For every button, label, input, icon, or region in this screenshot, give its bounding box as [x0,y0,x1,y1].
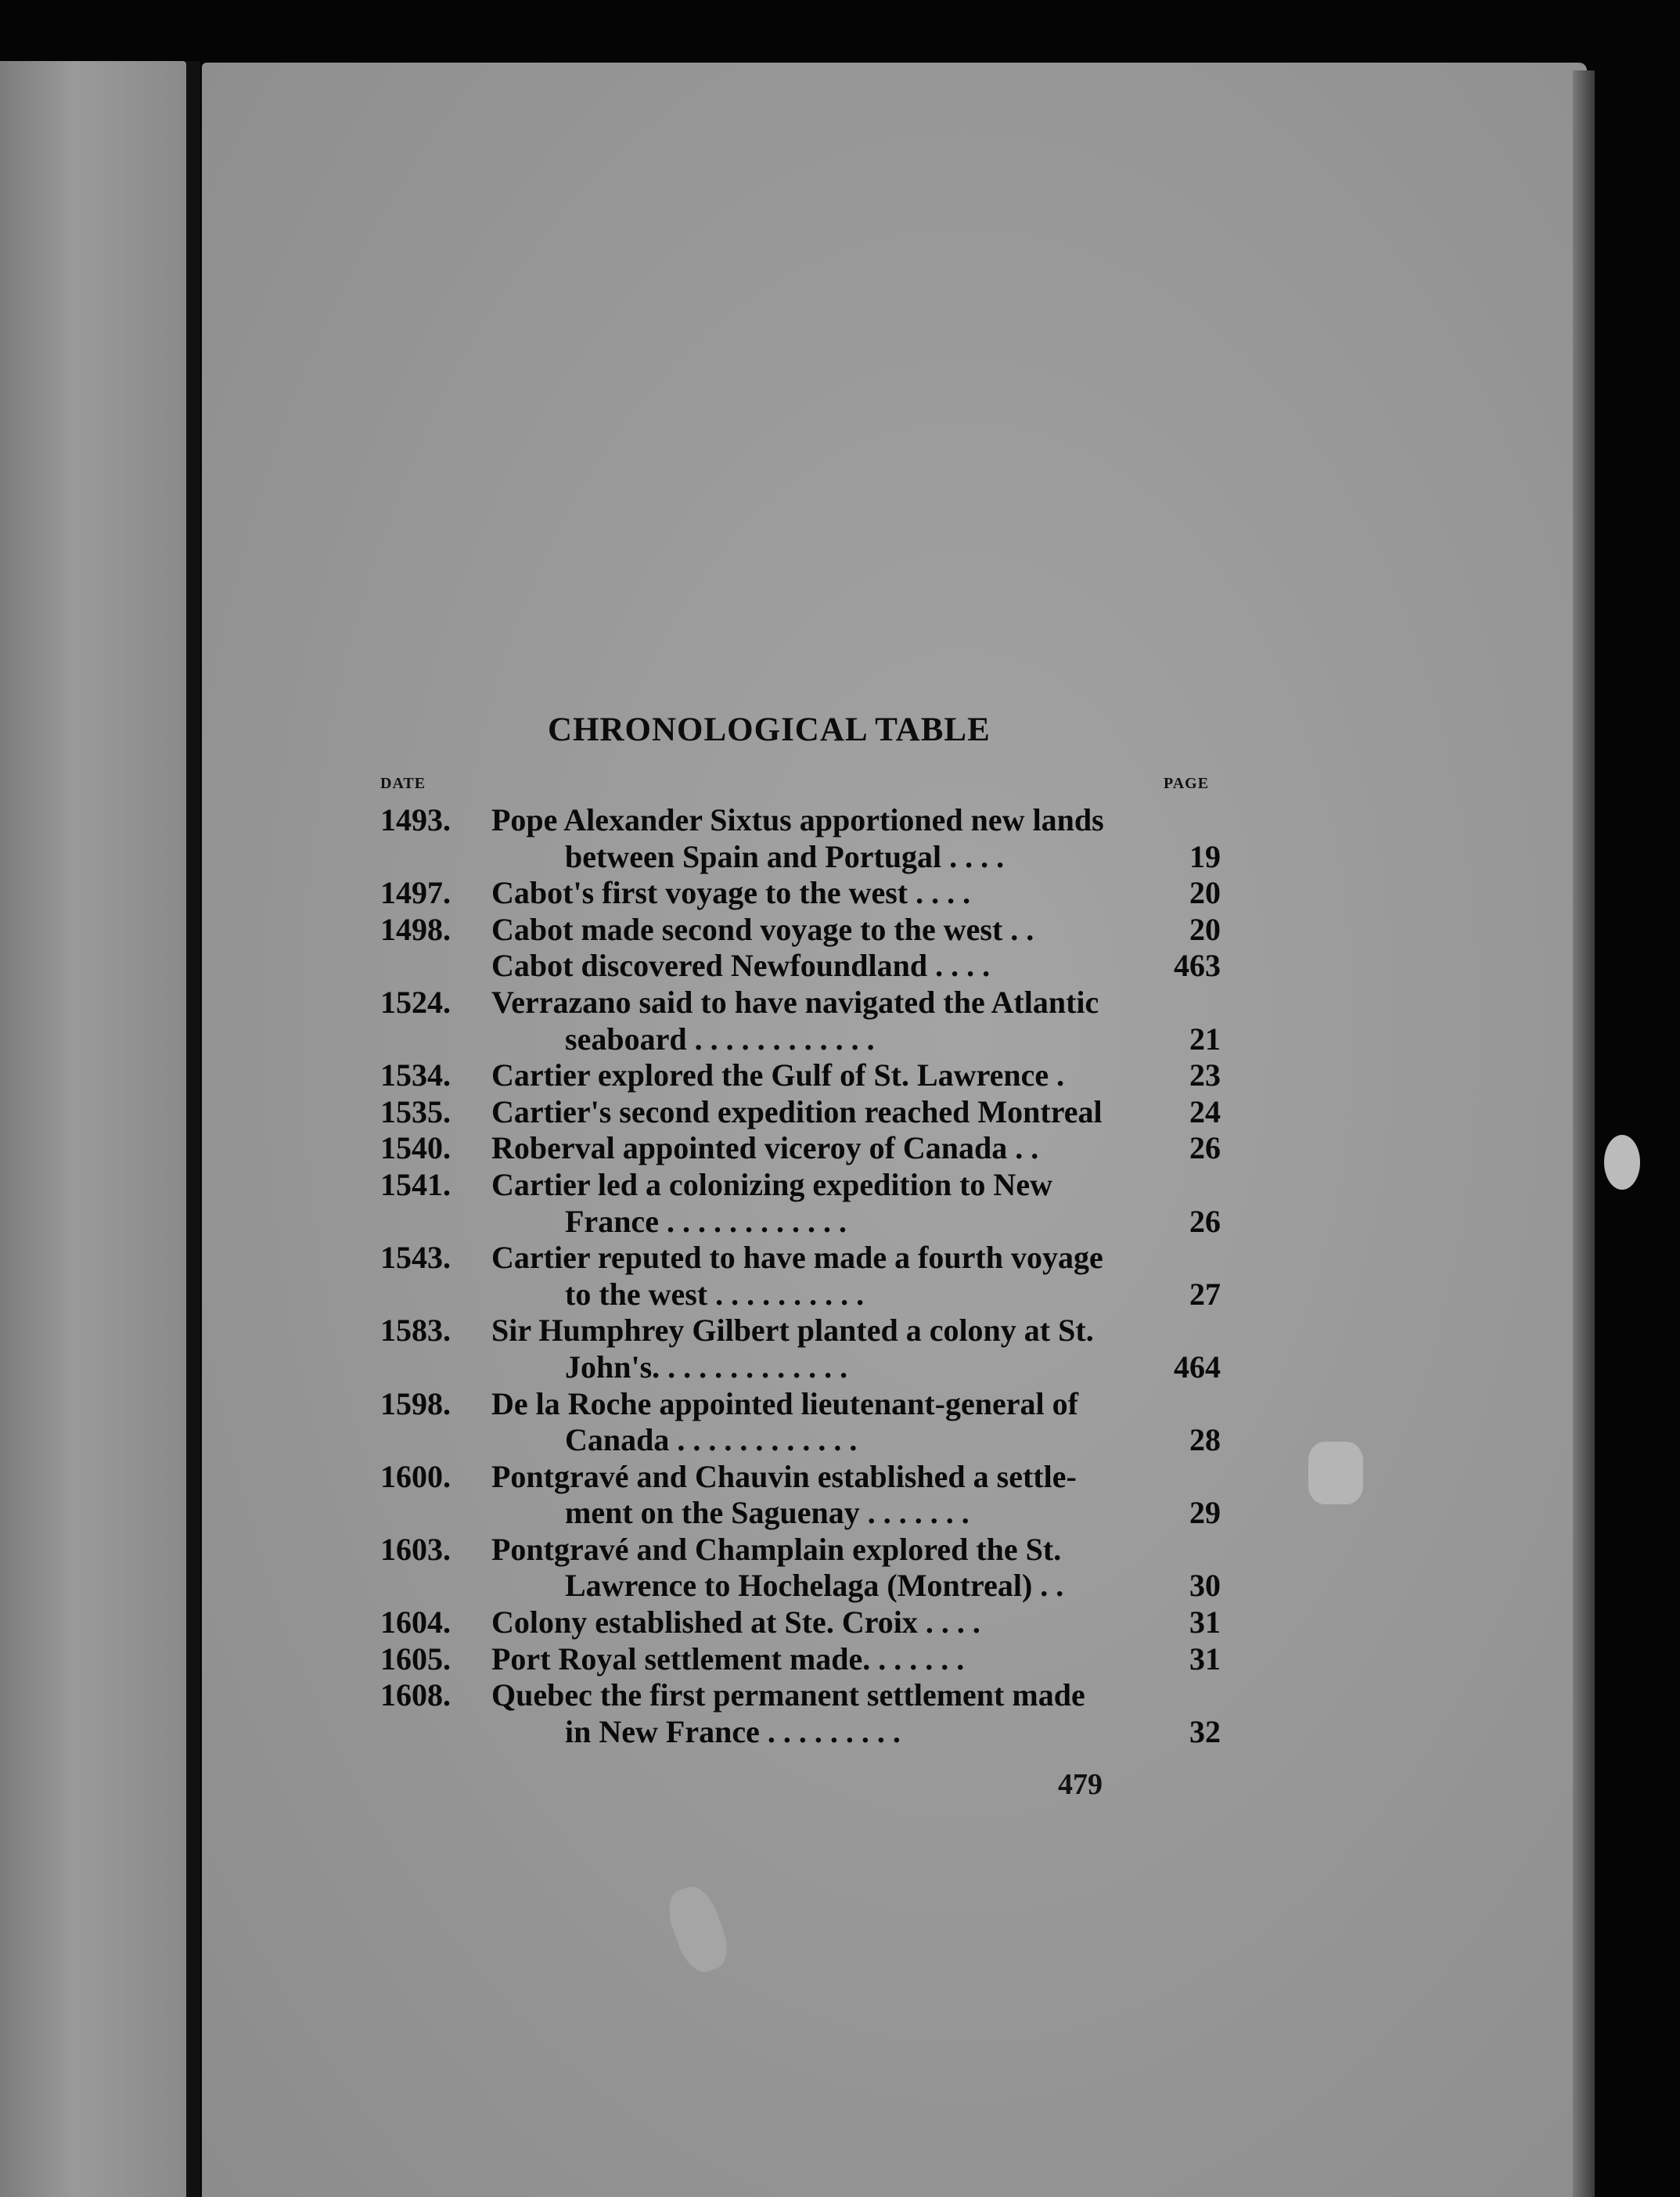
page-right-edge [1573,70,1595,2197]
entry-text: Quebec the first permanent settlement made [491,1677,1085,1713]
entry-text: Cartier led a colonizing expedition to New [491,1166,1052,1202]
entry-year: 1583. [380,1313,451,1349]
entry-text: ment on the Saguenay . . . . . . . [565,1495,970,1531]
entry-year: 1605. [380,1641,451,1677]
entry-text: John's. . . . . . . . . . . . . [565,1349,848,1385]
chronology-entry [380,985,1225,1057]
entry-text: Colony established at Ste. Croix . . . . [491,1605,980,1641]
chronology-entry [380,875,1225,912]
entry-text: Cartier's second expedition reached Montreal [491,1093,1103,1129]
entry-year: 1498. [380,911,451,947]
entry-year: 1493. [380,802,451,837]
entry-page: 29 [1189,1495,1221,1531]
entry-text: in New France . . . . . . . . . [565,1713,901,1749]
entry-page: 19 [1189,838,1221,874]
chronology-entry [380,1313,1225,1385]
entry-text: Cartier explored the Gulf of St. Lawrence . [491,1057,1065,1093]
page-column-header: PAGE [1164,775,1210,792]
entry-page: 20 [1189,911,1221,947]
entry-page: 28 [1189,1422,1221,1458]
chronology-entry [380,1240,1225,1313]
entry-text: Port Royal settlement made. . . . . . . [491,1641,965,1677]
page-number: 479 [1058,1768,1103,1801]
entry-text: Cartier reputed to have made a fourth voyage [491,1240,1103,1276]
entry-year: 1603. [380,1531,451,1567]
entry-year: 1524. [380,984,451,1020]
entry-page: 27 [1189,1276,1221,1312]
entry-page: 31 [1189,1605,1221,1641]
entry-page: 21 [1189,1021,1221,1057]
entry-text: Cabot discovered Newfoundland . . . . [491,948,991,984]
entry-text: De la Roche appointed lieutenant-general of [491,1385,1078,1421]
chronology-entry [380,1386,1225,1459]
entry-year: 1535. [380,1093,451,1129]
entry-text: Cabot made second voyage to the west . . [491,911,1034,947]
facing-page-edge [0,61,186,2197]
entry-page: 26 [1189,1203,1221,1239]
entry-text: Sir Humphrey Gilbert planted a colony at St. [491,1313,1094,1349]
chronology-list [380,802,1225,1750]
entry-year: 1541. [380,1166,451,1202]
page-title: CHRONOLOGICAL TABLE [548,711,991,748]
entry-text: Roberval appointed viceroy of Canada . . [491,1130,1039,1166]
chronology-entry [380,1677,1225,1750]
entry-text: Pope Alexander Sixtus apportioned new lands [491,802,1104,837]
entry-year: 1598. [380,1385,451,1421]
chronology-entry [380,1130,1225,1167]
entry-text: Pontgravé and Chauvin established a settle- [491,1458,1077,1494]
entry-page: 463 [1174,948,1221,984]
entry-text: France . . . . . . . . . . . . [565,1203,847,1239]
entry-year: 1540. [380,1130,451,1166]
paper-blemish [1604,1135,1640,1190]
entry-year: 1604. [380,1605,451,1641]
book-gutter [186,61,200,2197]
entry-year: 1497. [380,875,451,911]
chronology-entry [380,1167,1225,1240]
chronology-entry [380,1532,1225,1605]
chronology-entry [380,1605,1225,1641]
entry-page: 26 [1189,1130,1221,1166]
chronology-entry [380,1459,1225,1532]
entry-year: 1534. [380,1057,451,1093]
entry-year: 1608. [380,1677,451,1713]
chronology-entry [380,1641,1225,1678]
entry-page: 32 [1189,1713,1221,1749]
entry-year: 1600. [380,1458,451,1494]
entry-page: 20 [1189,875,1221,911]
entry-text: Verrazano said to have navigated the Atlantic [491,984,1099,1020]
date-column-header: DATE [380,775,426,792]
entry-text: seaboard . . . . . . . . . . . . [565,1021,875,1057]
entry-page: 23 [1189,1057,1221,1093]
chronology-entry [380,1094,1225,1131]
entry-text: Canada . . . . . . . . . . . . [565,1422,858,1458]
entry-page: 24 [1189,1093,1221,1129]
entry-text: to the west . . . . . . . . . . [565,1276,865,1312]
entry-page: 31 [1189,1641,1221,1677]
chronology-entry [380,912,1225,949]
entry-page: 464 [1174,1349,1221,1385]
entry-text: Cabot's first voyage to the west . . . . [491,875,971,911]
chronology-entry [380,1057,1225,1094]
entry-text: Lawrence to Hochelaga (Montreal) . . [565,1568,1064,1604]
paper-blemish [1308,1442,1363,1504]
entry-text: between Spain and Portugal . . . . [565,838,1005,874]
entry-page: 30 [1189,1568,1221,1604]
chronology-entry [380,802,1225,875]
entry-text: Pontgravé and Champlain explored the St. [491,1531,1062,1567]
entry-year: 1543. [380,1240,451,1276]
chronology-entry [380,948,1225,985]
